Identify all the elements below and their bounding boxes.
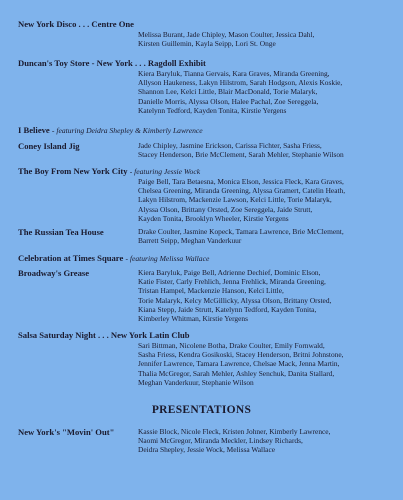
cast-list xyxy=(138,30,403,48)
cast-line: Katie Fister, Carly Frehlich, Jenna Frehlick, Miranda Greening, xyxy=(138,277,326,287)
cast-line: Torie Malaryk, Kelcy McGillicky, Alyssa Olson, Brittany Orsted, xyxy=(138,295,332,305)
program-item xyxy=(18,253,398,264)
cast-list xyxy=(138,341,403,387)
program-item-title xyxy=(18,19,398,29)
cast-line: Danielle Morris, Alyssa Olson, Halee Pachal, Zoe Sereggela, xyxy=(138,96,319,106)
cast-line: Naomi McGregor, Miranda Meckler, Lindsey Richards, xyxy=(138,436,303,446)
cast-list xyxy=(138,227,403,245)
cast-line: Kayden Tonita, Brooklyn Wheeler, Kirstie Yergens xyxy=(138,213,289,223)
cast-line: Drake Coulter, Jasmine Kopeck, Tamara Lawrence, Brie McClement, xyxy=(138,227,344,236)
program-item xyxy=(18,330,398,387)
cast-line: Kirsten Guillemin, Kayla Seipp, Lori St. Onge xyxy=(138,39,276,49)
program-item-title xyxy=(18,330,398,340)
cast-line: Kiera Baryluk, Tianna Gervais, Kara Graves, Miranda Greening, xyxy=(138,69,330,78)
cast-list xyxy=(138,177,403,223)
cast-line: Kiana Stepp, Jaide Strutt, Katelynn Tedford, Kayden Tonita, xyxy=(138,304,317,314)
featuring-text: - featuring Deidra Shepley & Kimberly Lawrence xyxy=(51,126,203,135)
cast-line: Kassie Block, Nicole Fleck, Kristen Johner, Kimberly Lawrence, xyxy=(138,427,331,436)
program-item xyxy=(18,227,398,246)
item-title-text: The Boy From New York City xyxy=(18,166,128,176)
cast-line: Stacey Henderson, Brie McClement, Sarah Mehler, Stephanie Wilson xyxy=(138,150,344,160)
cast-line: Barrett Seipp, Meghan Vanderkuur xyxy=(138,236,242,246)
program-item-title xyxy=(18,125,398,136)
cast-line: Shannon Lee, Kelci Little, Blair MacDonald, Torie Malaryk, xyxy=(138,87,318,97)
featuring-text: - featuring Jessie Wock xyxy=(129,167,201,176)
program-item-title xyxy=(18,253,398,264)
cast-line: Alyssa Olson, Brittany Orsted, Zoe Sereggela, Jaide Strutt, xyxy=(138,204,313,214)
cast-line: Thalia McGregor, Sarah Mehler, Ashley Senchuk, Danita Stallard, xyxy=(138,368,335,378)
cast-list xyxy=(138,427,403,455)
program-item xyxy=(18,166,398,223)
cast-line: Jade Chipley, Jasmine Erickson, Carissa Fichter, Sasha Friess, xyxy=(138,141,322,150)
cast-line: Jennifer Lawrence, Tamara Lawrence, Chelsae Mack, Jenna Martin, xyxy=(138,359,340,369)
program-item xyxy=(18,58,398,115)
cast-line: Paige Bell, Tara Betaesna, Monica Elson, Jessica Fleck, Kara Graves, xyxy=(138,177,344,186)
presentation-item xyxy=(18,427,398,455)
cast-line: Deidra Shepley, Jessie Wock, Melissa Wallace xyxy=(138,445,276,455)
cast-line: Lakyn Hilstrom, Mackenzie Lawson, Kelci Little, Torie Malaryk, xyxy=(138,195,332,205)
cast-line: Tristan Hampel, Mackenzie Hanson, Kelci Little, xyxy=(138,286,284,296)
item-title-text: Salsa Saturday Night . . . New York Latin Club xyxy=(18,330,190,340)
program-item-title xyxy=(18,166,398,177)
program-item xyxy=(18,19,398,49)
cast-list xyxy=(138,69,403,115)
program-item xyxy=(18,268,398,324)
item-title-text: The Russian Tea House xyxy=(18,227,104,237)
item-title-text: Coney Island Jig xyxy=(18,141,80,151)
featuring-text: - featuring Melissa Wallace xyxy=(125,254,210,263)
item-title-text: Duncan's Toy Store - New York . . . Ragdoll Exhibit xyxy=(18,58,206,68)
cast-line: Katelynn Tedford, Kayden Tonita, Kirstie Yergens xyxy=(138,105,287,115)
cast-line: Kiera Baryluk, Paige Bell, Adrienne Dechief, Dominic Elson, xyxy=(138,268,321,277)
presentation-title-text: New York's "Movin' Out" xyxy=(18,427,115,437)
cast-line: Sasha Friess, Kendra Gosikoski, Stacey Henderson, Britni Johnstone, xyxy=(138,350,344,360)
program-item xyxy=(18,141,398,160)
cast-list xyxy=(138,268,403,323)
cast-line: Allyson Haukeness, Lakyn Hilstrom, Sarah Hodgson, Alexis Koskie, xyxy=(138,78,343,88)
cast-line: Melissa Burant, Jade Chipley, Mason Coulter, Jessica Dahl, xyxy=(138,30,315,39)
cast-line: Meghan Vanderkuur, Stephanie Wilson xyxy=(138,377,254,387)
item-title-text: New York Disco . . . Centre One xyxy=(18,19,134,29)
cast-line: Sari Bittman, Nicolene Botha, Drake Coulter, Emily Fornwald, xyxy=(138,341,325,350)
item-title-text: I Believe xyxy=(18,125,50,135)
program-item-title xyxy=(18,58,398,68)
program-item xyxy=(18,125,398,136)
cast-line: Chelsea Greening, Miranda Greening, Alyssa Gramert, Catelin Heath, xyxy=(138,186,346,196)
presentations-heading: PRESENTATIONS xyxy=(151,404,252,416)
cast-list xyxy=(138,141,403,159)
item-title-text: Celebration at Times Square xyxy=(18,253,124,263)
item-title-text: Broadway's Grease xyxy=(18,268,90,278)
cast-line: Kimberley Whitman, Kirstie Yergens xyxy=(138,314,248,324)
